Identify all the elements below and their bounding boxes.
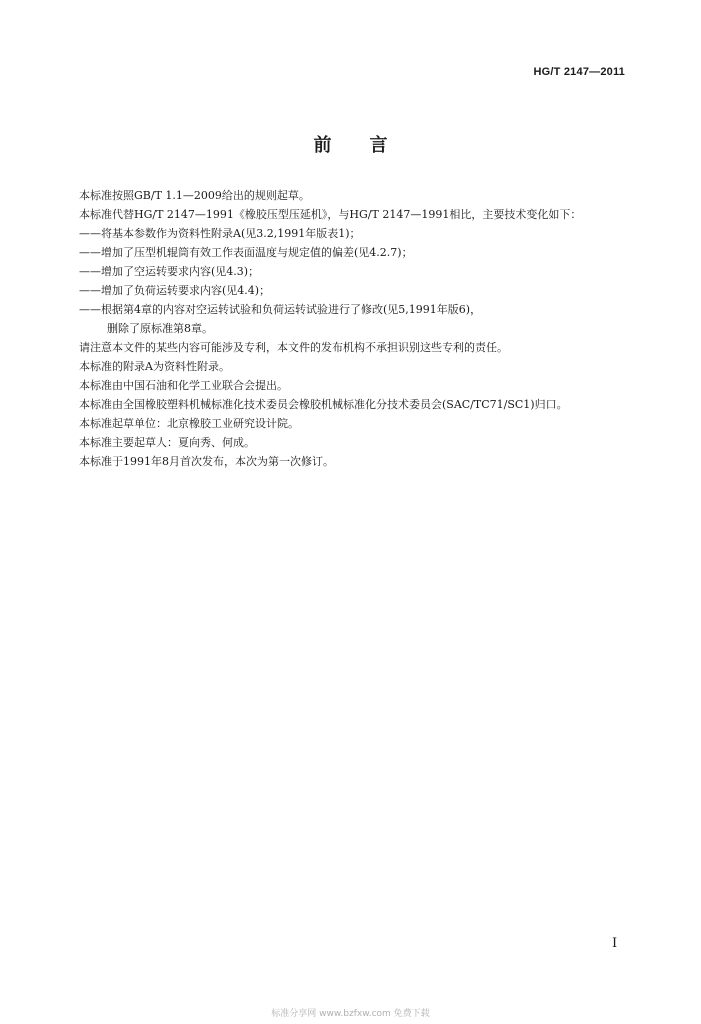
paragraph-patent-notice: 请注意本文件的某些内容可能涉及专利，本文件的发布机构不承担识别这些专利的责任。 — [79, 341, 508, 354]
paragraph-committee: 本标准由全国橡胶塑料机械标准化技术委员会橡胶机械标准化分技术委员会(SAC/TC71/SC1)归口。 — [79, 398, 568, 411]
change-item-5: ——根据第4章的内容对空运转试验和负荷运转试验进行了修改(见5,1991年版6)， — [79, 303, 482, 316]
change-item-2: ——增加了压型机辊筒有效工作表面温度与规定值的偏差(见4.2.7)； — [79, 246, 413, 259]
page-title: 前言 — [313, 135, 426, 156]
page-number: I — [612, 936, 618, 951]
paragraph-history: 本标准于1991年8月首次发布，本次为第一次修订。 — [79, 455, 334, 468]
footer-watermark: 标准分享网 www.bzfxw.com 免费下载 — [271, 1009, 430, 1019]
paragraph-replaces: 本标准代替HG/T 2147—1991《橡胶压型压延机》，与HG/T 2147—1991相比，主要技术变化如下： — [79, 208, 582, 221]
paragraph-drafters: 本标准主要起草人：夏向秀、何成。 — [79, 436, 255, 449]
paragraph-proposer: 本标准由中国石油和化学工业联合会提出。 — [79, 379, 288, 392]
change-item-5-continued: 删除了原标准第8章。 — [107, 322, 213, 335]
paragraph-drafting-unit: 本标准起草单位：北京橡胶工业研究设计院。 — [79, 417, 299, 430]
paragraph-annex: 本标准的附录A为资料性附录。 — [79, 360, 230, 373]
change-item-1: ——将基本参数作为资料性附录A(见3.2,1991年版表1)； — [79, 227, 361, 240]
document-body — [57, 186, 643, 471]
change-item-4: ——增加了负荷运转要求内容(见4.4)； — [79, 284, 271, 297]
standard-code: HG/T 2147—2011 — [533, 66, 625, 78]
change-item-3: ——增加了空运转要求内容(见4.3)； — [79, 265, 260, 278]
paragraph-drafting-rules: 本标准按照GB/T 1.1—2009给出的规则起草。 — [79, 189, 310, 202]
